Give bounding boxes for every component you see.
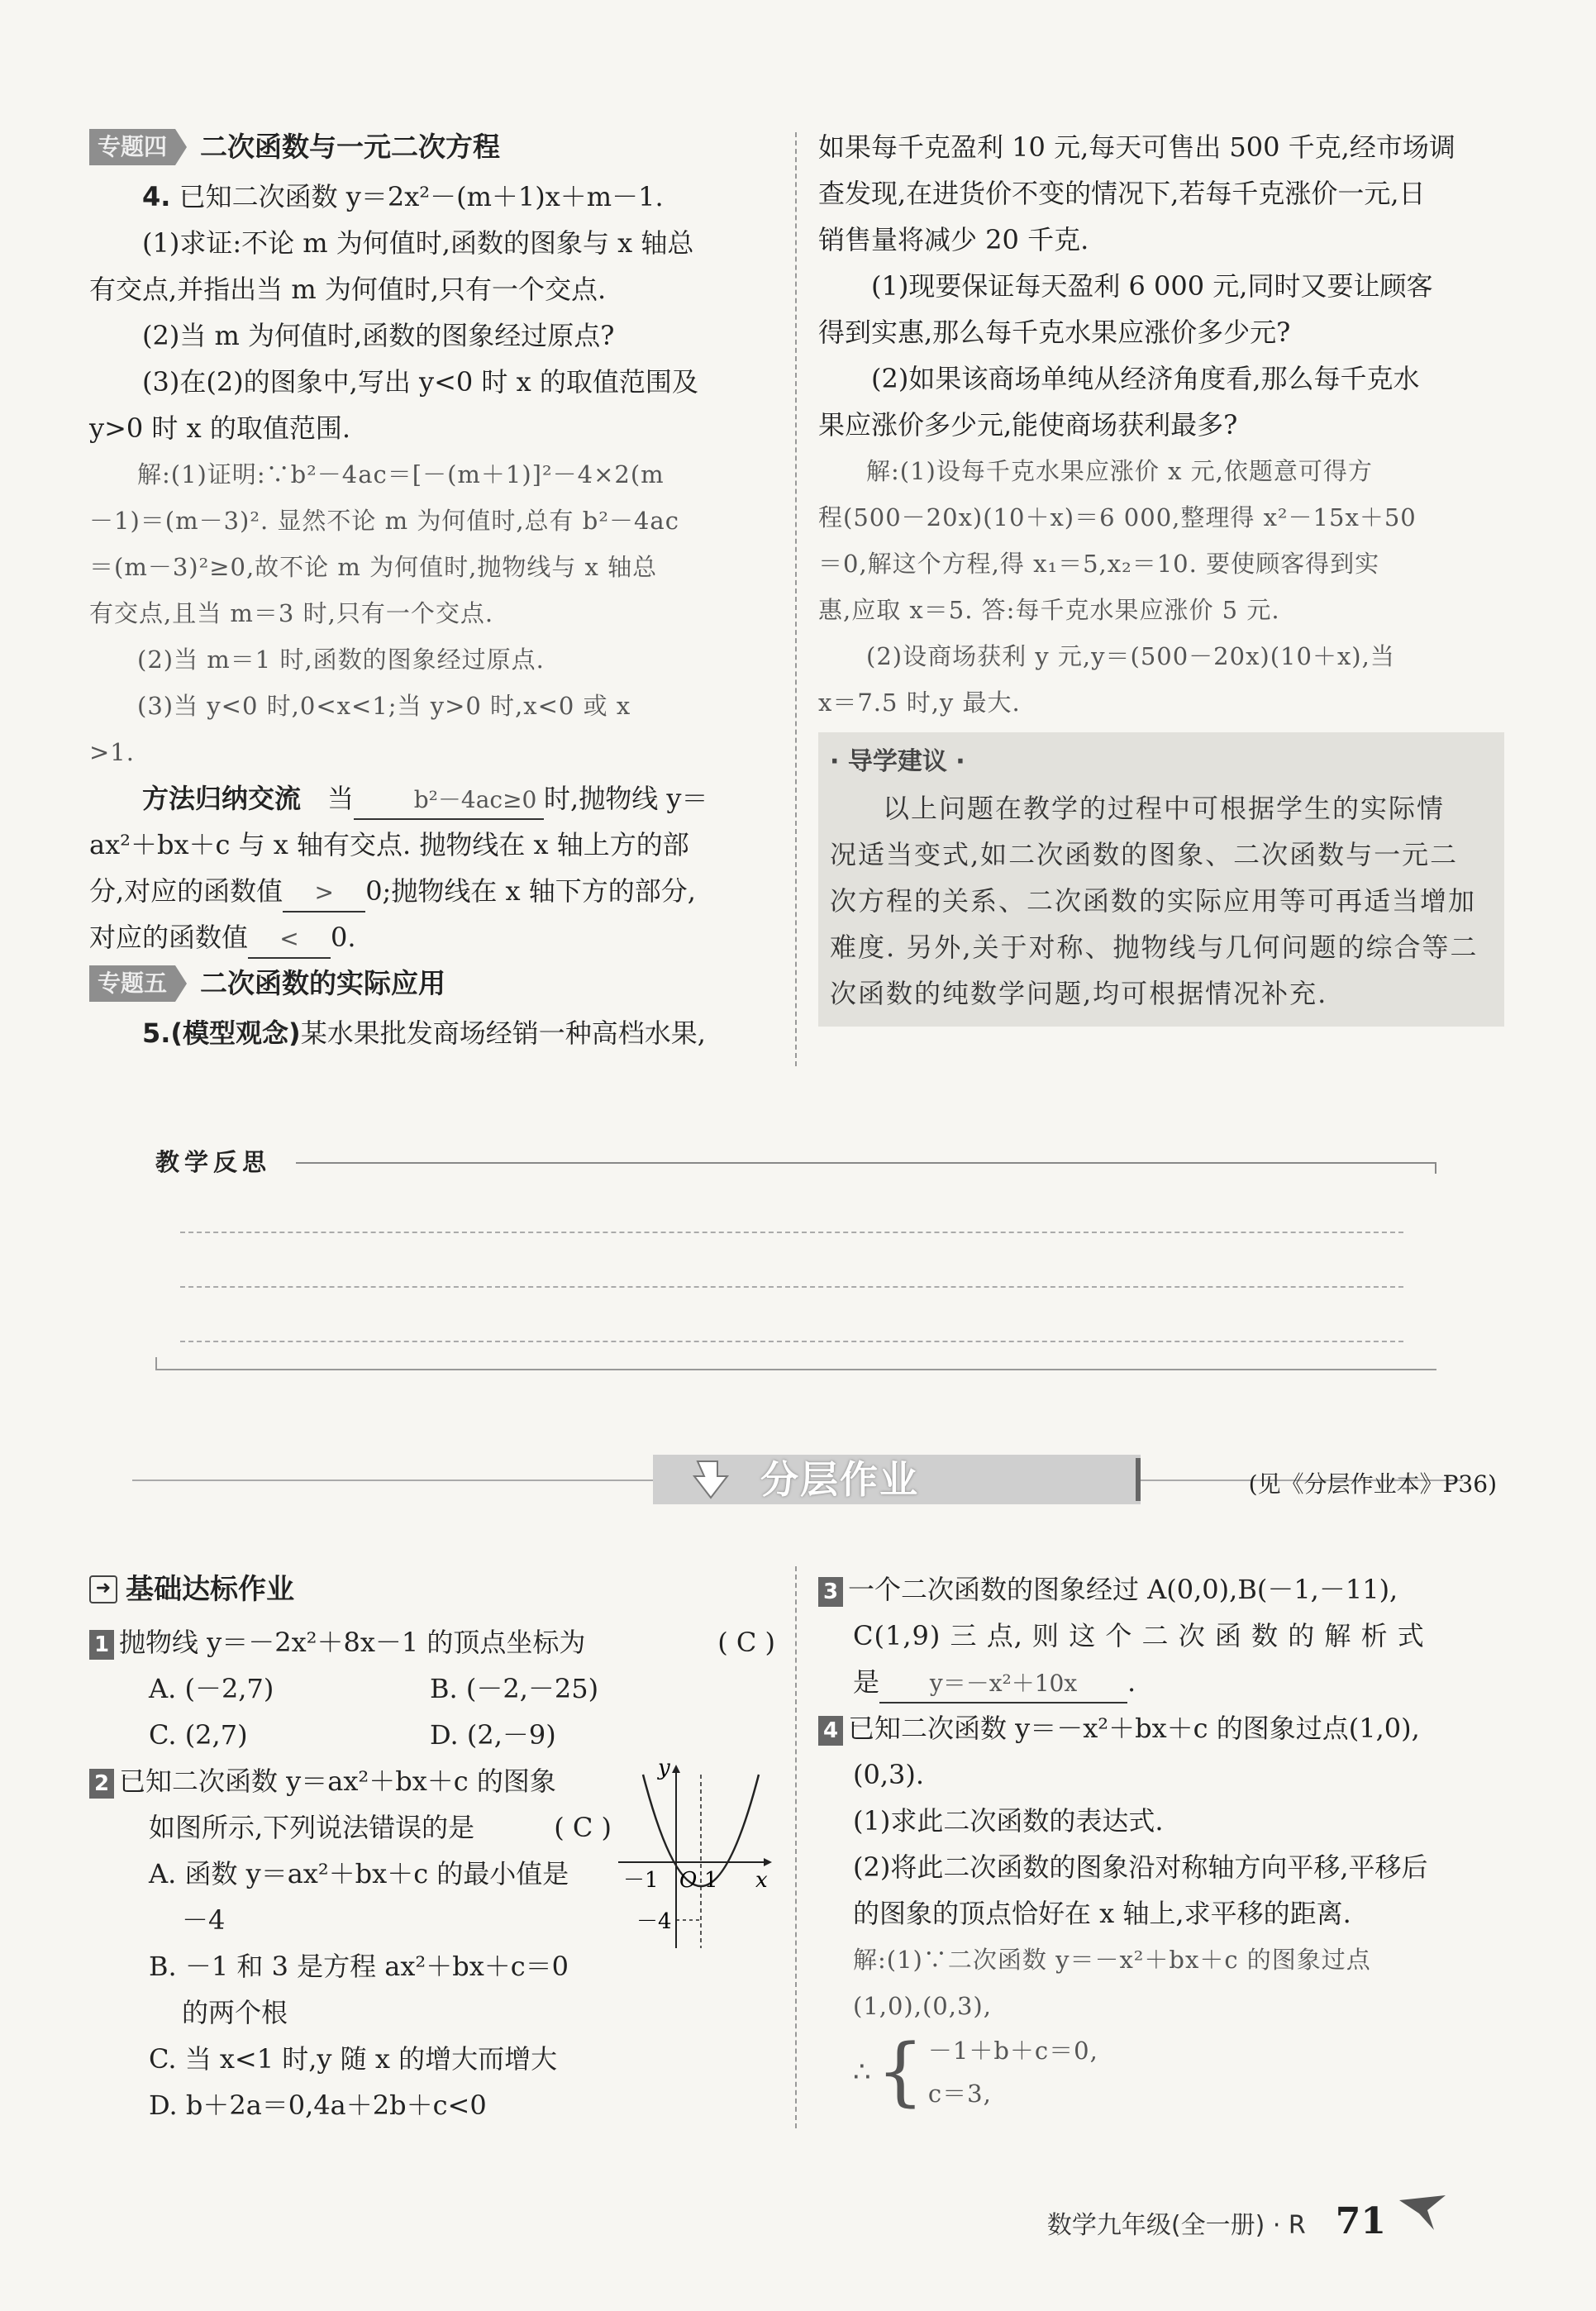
teaching-guide-line4: 难度. 另外,关于对称、抛物线与几何问题的综合等二	[830, 932, 1479, 963]
hw-q4-equation-1: －1＋b＋c＝0,	[927, 2037, 1098, 2065]
graph-tick-neg4: －4	[636, 1909, 672, 1934]
page-footer	[1047, 2192, 1447, 2249]
graph-x-label: x	[755, 1868, 768, 1893]
hw-q4-solution-line1: 解:(1)∵二次函数 y＝－x²＋bx＋c 的图象过点	[853, 1946, 1371, 1974]
teaching-guide-line2: 况适当变式,如二次函数的图象、二次函数与一元二	[830, 839, 1459, 870]
teaching-guide-title: · 导学建议 ·	[830, 747, 965, 776]
banner-title: 分层作业	[760, 1457, 919, 1502]
topic5-title: 二次函数的实际应用	[200, 967, 446, 999]
hw-question-2: 2 已知二次函数 y＝ax²＋bx＋c 的图象 如图所示,下列说法错误的是 ( C ) A. 函数 y＝ax²＋bx＋c 的最小值是 －4 B. －1 和 3 是方程 ax²＋bx＋c＝0 的两个根 C. 当 x<1 时,y 随 x 的增大而增大 D. b＋2a＝0,4a＋2b＋c<0 y x －1 O 1 －4	[89, 1758, 775, 2128]
solution-5-line4: 惠,应取 x＝5. 答:每千克水果应涨价 5 元.	[818, 596, 1280, 624]
hw-q3-line3: 是 y＝－x²＋10x .	[818, 1659, 1504, 1705]
teaching-reflection-section	[155, 1139, 1436, 1379]
question-5-start: 5.(模型观念)某水果批发商场经销一种高档水果,	[142, 1017, 706, 1049]
basic-homework-title: 基础达标作业	[126, 1573, 294, 1606]
solution-5-line1: 解:(1)设每千克水果应涨价 x 元,依题意可得方	[866, 457, 1373, 485]
topic4-arrow-icon	[175, 129, 187, 165]
solution-4-line4: 有交点,且当 m＝3 时,只有一个交点.	[89, 599, 494, 627]
left-column-bottom	[89, 1566, 775, 2128]
topic5-header	[89, 960, 775, 1007]
hw-q2-option-c: C. 当 x<1 时,y 随 x 的增大而增大	[149, 2043, 558, 2075]
method-summary-line3: 分,对应的函数值 > 0;抛物线在 x 轴下方的部分,	[89, 868, 775, 914]
hw-q1-option-b: B. (－2,－25)	[430, 1673, 599, 1704]
hw-q4-line2: (0,3).	[853, 1759, 925, 1790]
graph-y-arrow-icon	[672, 1765, 680, 1773]
solution-4-part3b: >1.	[89, 738, 135, 766]
reflection-writing-line-3[interactable]	[180, 1341, 1403, 1342]
solution-5-line2: 程(500－20x)(10＋x)＝6 000,整理得 x²－15x＋50	[818, 503, 1417, 531]
solution-4-line3: ＝(m－3)²≥0,故不论 m 为何值时,抛物线与 x 轴总	[89, 553, 658, 581]
therefore-symbol: ∴	[853, 2056, 872, 2089]
topic4-header	[89, 124, 775, 170]
basic-homework-header	[89, 1566, 775, 1613]
graph-tick-neg1: －1	[623, 1868, 659, 1893]
question-5-part1a: (1)现要保证每天盈利 6 000 元,同时又要让顾客	[871, 270, 1433, 302]
hw-q1-options-row1	[89, 1665, 775, 1712]
hw-question-1: 1 抛物线 y＝－2x²＋8x－1 的顶点坐标为 ( C )	[89, 1619, 775, 1665]
reflection-writing-line-1[interactable]	[180, 1232, 1403, 1233]
question-5-part2b: 果应涨价多少元,能使商场获利最多?	[818, 409, 1238, 441]
hw-q2-option-b1: B. －1 和 3 是方程 ax²＋bx＋c＝0	[149, 1951, 569, 1982]
homework-reference: (见《分层作业本》P36)	[1248, 1470, 1497, 1498]
teaching-guide-line1: 以上问题在教学的过程中可根据学生的实际情	[883, 793, 1446, 824]
question-4-part1a: (1)求证:不论 m 为何值时,函数的图象与 x 轴总	[142, 227, 694, 259]
hw-q4-part2b: 的图象的顶点恰好在 x 轴上,求平移的距离.	[853, 1898, 1351, 1929]
solution-5-part2b: x＝7.5 时,y 最大.	[818, 689, 1021, 717]
hw-q4-part2a: (2)将此二次函数的图象沿对称轴方向平移,平移后	[853, 1851, 1428, 1883]
question-4-intro: 4. 已知二次函数 y＝2x²－(m＋1)x＋m－1.	[142, 181, 664, 212]
footer-bird-icon	[1398, 2192, 1447, 2233]
hw-q2-answer: ( C )	[554, 1812, 612, 1843]
question-5-line3: 查发现,在进货价不变的情况下,若每千克涨价一元,日	[818, 178, 1426, 209]
hw-q1-number: 1	[89, 1630, 114, 1660]
hw-q4-equation-system	[818, 2029, 1504, 2115]
topic4-title: 二次函数与一元二次方程	[200, 131, 501, 163]
page-number: 71	[1335, 2200, 1386, 2242]
hw-q2-option-b2: 的两个根	[182, 1997, 288, 2028]
left-brace-icon: {	[876, 2028, 925, 2115]
graph-tick-1: 1	[704, 1868, 718, 1893]
question-4-part3a: (3)在(2)的图象中,写出 y<0 时 x 的取值范围及	[142, 366, 698, 398]
hw-q4-equation-2: c＝3,	[927, 2080, 992, 2108]
graph-y-label: y	[658, 1758, 670, 1780]
hw-q3-answer-blank: y＝－x²＋10x	[879, 1665, 1127, 1703]
reflection-writing-line-2[interactable]	[180, 1286, 1403, 1288]
graph-x-arrow-icon	[764, 1858, 772, 1866]
teaching-guide-box	[818, 732, 1504, 1027]
teaching-reflection-title: 教学反思	[155, 1148, 272, 1176]
hw-q3-number: 3	[818, 1577, 843, 1607]
hw-q4-part1: (1)求此二次函数的表达式.	[853, 1805, 1164, 1837]
hw-q1-answer: ( C )	[717, 1627, 775, 1658]
solution-4-part3a: (3)当 y<0 时,0<x<1;当 y>0 时,x<0 或 x	[137, 692, 631, 720]
hw-q4-number: 4	[818, 1716, 843, 1746]
solution-4-line2: －1)＝(m－3)². 显然不论 m 为何值时,总有 b²－4ac	[89, 507, 679, 535]
right-column-bottom	[818, 1566, 1504, 2115]
right-column-top	[818, 124, 1504, 1027]
column-divider-bottom	[795, 1566, 797, 2128]
reflection-bottom-line	[155, 1369, 1436, 1370]
topic5-tag: 专题五	[89, 965, 175, 1002]
arrow-right-icon: ➜	[89, 1575, 117, 1603]
method-blank-2: >	[283, 874, 365, 912]
hw-q4-solution-line2: (1,0),(0,3),	[853, 1992, 992, 2020]
banner-box	[653, 1455, 1141, 1504]
hw-q1-options-row2	[89, 1712, 775, 1758]
topic4-tag: 专题四	[89, 129, 175, 165]
hw-q4-line1: 4 已知二次函数 y＝－x²＋bx＋c 的图象过点(1,0),	[818, 1705, 1504, 1751]
hw-q2-option-d: D. b＋2a＝0,4a＋2b＋c<0	[149, 2089, 487, 2121]
hw-q1-option-d: D. (2,－9)	[430, 1719, 556, 1751]
method-blank-1: b²－4ac≥0	[354, 782, 544, 820]
reflection-left-tick	[155, 1357, 157, 1369]
hw-q3-line1: 3 一个二次函数的图象经过 A(0,0),B(－1,－11),	[818, 1566, 1504, 1613]
solution-4-part2: (2)当 m＝1 时,函数的图象经过原点.	[137, 646, 545, 674]
question-4-part2: (2)当 m 为何值时,函数的图象经过原点?	[142, 320, 615, 351]
teaching-guide-line5: 次函数的纯数学问题,均可根据情况补充.	[830, 978, 1328, 1009]
reflection-right-tick	[1435, 1162, 1436, 1174]
column-divider-top	[795, 132, 797, 1066]
question-5-line2: 如果每千克盈利 10 元,每天可售出 500 千克,经市场调	[818, 131, 1455, 163]
method-summary-line2: ax²＋bx＋c 与 x 轴有交点. 抛物线在 x 轴上方的部	[89, 829, 689, 860]
hw-q3-line2: C(1,9) 三 点, 则 这 个 二 次 函 数 的 解 析 式	[853, 1620, 1425, 1651]
question-5-line4: 销售量将减少 20 千克.	[818, 224, 1089, 255]
parabola-graph	[618, 1758, 775, 1956]
question-4-part1b: 有交点,并指出当 m 为何值时,只有一个交点.	[89, 274, 607, 305]
solution-4-line1: 解:(1)证明:∵b²－4ac＝[－(m＋1)]²－4×2(m	[137, 460, 665, 488]
solution-5-part2a: (2)设商场获利 y 元,y＝(500－20x)(10＋x),当	[866, 642, 1395, 670]
question-4-part3b: y>0 时 x 的取值范围.	[89, 412, 350, 444]
method-summary-line4: 对应的函数值 < 0.	[89, 914, 775, 960]
hw-q1-option-c: C. (2,7)	[149, 1719, 248, 1751]
graph-origin-label: O	[679, 1868, 698, 1893]
question-5-part2a: (2)如果该商场单纯从经济角度看,那么每千克水	[871, 363, 1420, 394]
method-blank-3: <	[248, 921, 331, 959]
hw-q2-number: 2	[89, 1769, 114, 1799]
hw-q2-option-a1: A. 函数 y＝ax²＋bx＋c 的最小值是	[149, 1858, 569, 1889]
left-column-top	[89, 124, 775, 1056]
hw-q2-option-a2: －4	[182, 1904, 226, 1936]
reflection-top-line	[296, 1162, 1436, 1164]
topic5-arrow-icon	[175, 965, 187, 1002]
banner-arrow-icon	[686, 1455, 744, 1504]
method-summary-line1: 方法归纳交流 当 b²－4ac≥0 时,抛物线 y＝	[89, 775, 775, 822]
banner-line-left	[132, 1480, 653, 1481]
footer-book-title: 数学九年级(全一册) · R	[1046, 2211, 1306, 2240]
solution-5-line3: ＝0,解这个方程,得 x₁＝5,x₂＝10. 要使顾客得到实	[818, 550, 1380, 578]
question-5-part1b: 得到实惠,那么每千克水果应涨价多少元?	[818, 317, 1291, 348]
hw-q1-option-a: A. (－2,7)	[149, 1673, 274, 1704]
teaching-guide-line3: 次方程的关系、二次函数的实际应用等可再适当增加	[830, 885, 1477, 917]
